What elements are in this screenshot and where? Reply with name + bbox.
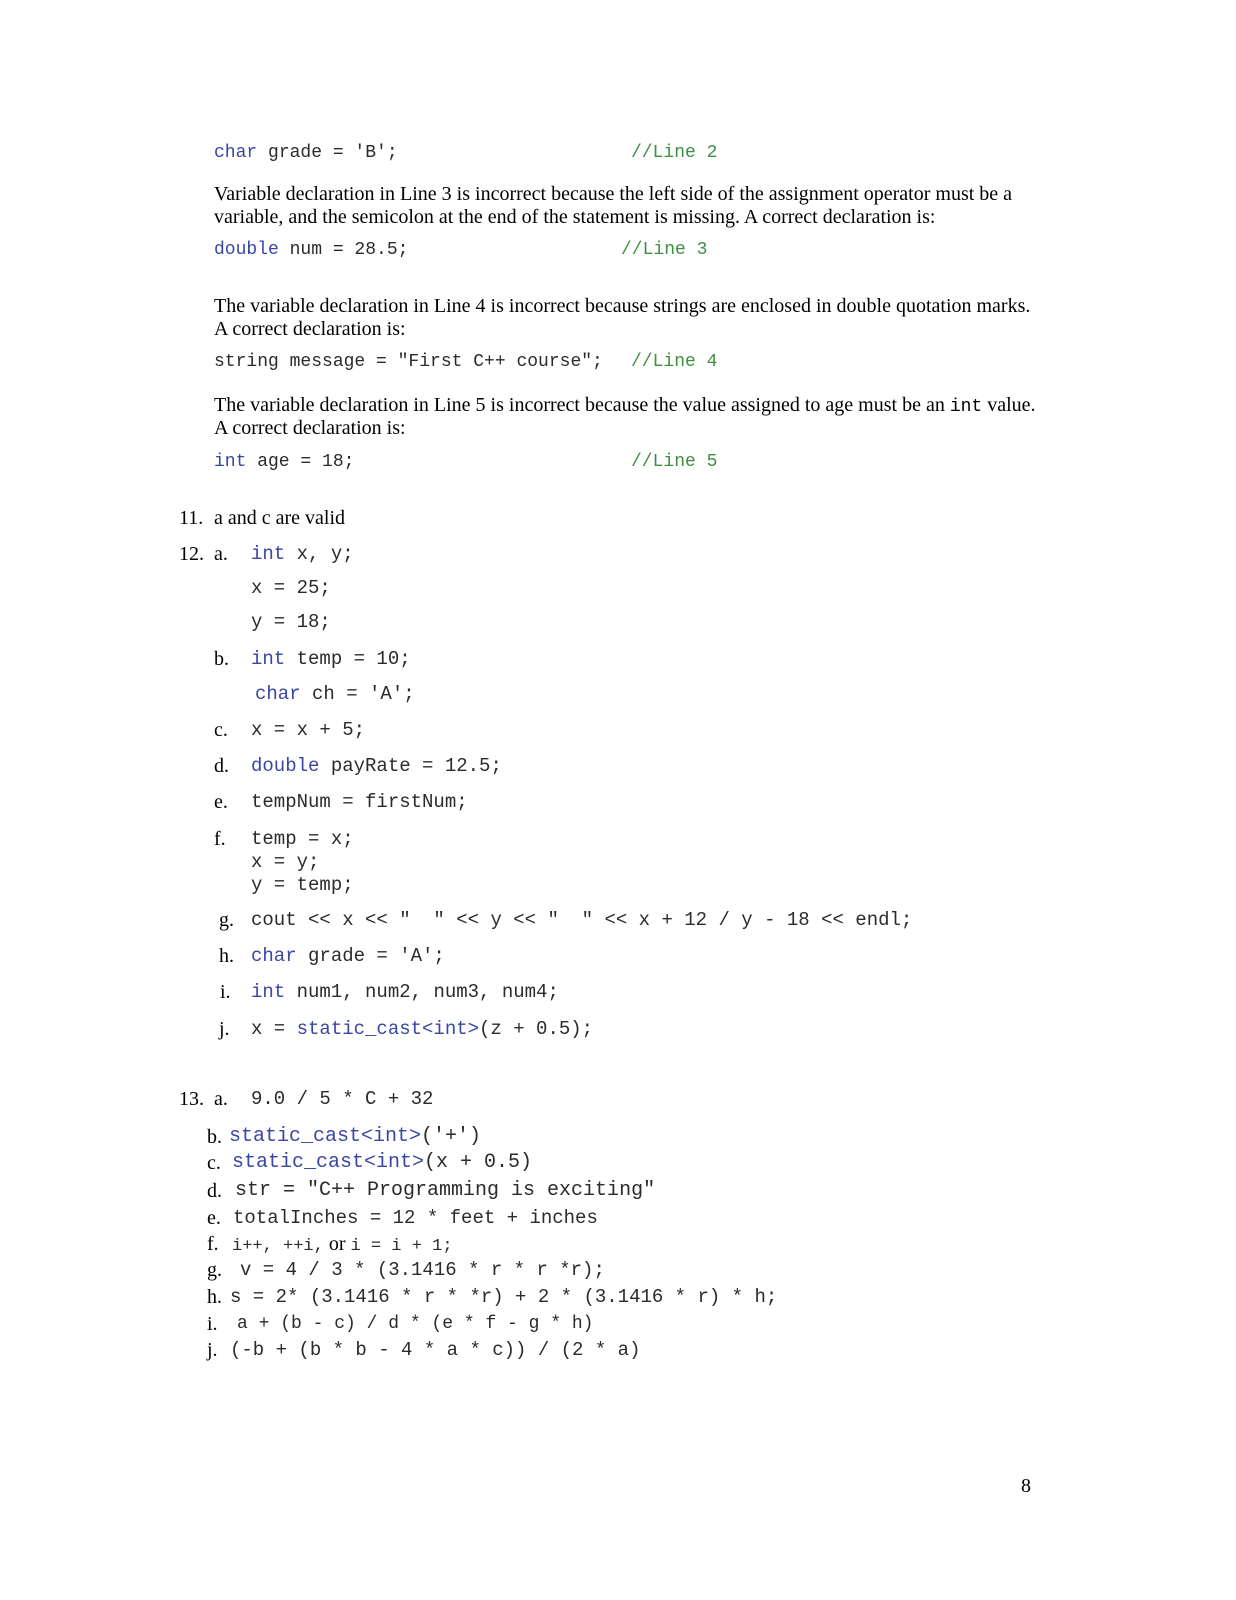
code: (-b + (b * b - 4 * a * c)) / (2 * a) bbox=[230, 1339, 641, 1361]
paragraph: A correct declaration is: bbox=[214, 417, 406, 439]
code-comment: //Line 4 bbox=[631, 352, 718, 372]
item-label: b. bbox=[207, 1126, 222, 1148]
code-line-3: double num = 28.5; bbox=[214, 240, 409, 260]
code: cout << x << " " << y << " " << x + 12 / y - 18 << endl; bbox=[251, 909, 913, 931]
code: s = 2* (3.1416 * r * *r) + 2 * (3.1416 * r) * h; bbox=[230, 1286, 778, 1308]
code: x = y; bbox=[251, 851, 320, 873]
question-number: 13. bbox=[179, 1088, 204, 1110]
item-label: f. bbox=[214, 828, 226, 850]
question-number: 11. bbox=[179, 507, 204, 529]
code: a + (b - c) / d * (e * f - g * h) bbox=[237, 1314, 594, 1334]
code: y = 18; bbox=[251, 611, 331, 633]
item-label: d. bbox=[207, 1180, 222, 1202]
paragraph: The variable declaration in Line 5 is incorrect because the value assigned to age must be an int value. bbox=[214, 394, 1036, 417]
item-label: b. bbox=[214, 648, 229, 670]
code-comment: //Line 5 bbox=[631, 452, 718, 472]
item-label: a. bbox=[214, 1088, 228, 1110]
code-line-2: char grade = 'B'; bbox=[214, 143, 398, 163]
answer-text: a and c are valid bbox=[214, 507, 346, 529]
code: char ch = 'A'; bbox=[255, 683, 415, 705]
code: static_cast<int>('+') bbox=[229, 1125, 482, 1148]
code: x = x + 5; bbox=[251, 719, 366, 741]
item-label: j. bbox=[219, 1018, 230, 1040]
item-label: g. bbox=[219, 909, 234, 931]
paragraph: variable, and the semicolon at the end of the statement is missing. A correct declaration is: bbox=[214, 206, 936, 228]
code: temp = x; bbox=[251, 828, 354, 850]
item-label: e. bbox=[207, 1207, 221, 1229]
code: x = static_cast<int>(z + 0.5); bbox=[251, 1018, 594, 1040]
code: y = temp; bbox=[251, 874, 354, 896]
code: int temp = 10; bbox=[251, 648, 411, 670]
code: str = "C++ Programming is exciting" bbox=[235, 1179, 656, 1202]
item-label: h. bbox=[219, 945, 234, 967]
code: x = 25; bbox=[251, 577, 331, 599]
item-label: e. bbox=[214, 791, 228, 813]
item-label: c. bbox=[214, 719, 228, 741]
code: totalInches = 12 * feet + inches bbox=[233, 1207, 598, 1229]
question-number: 12. bbox=[179, 543, 204, 565]
keyword: char bbox=[214, 143, 258, 163]
item-label: g. bbox=[207, 1259, 222, 1281]
code-line-5: int age = 18; bbox=[214, 452, 355, 472]
item-label: h. bbox=[207, 1286, 222, 1308]
paragraph: A correct declaration is: bbox=[214, 318, 406, 340]
item-label: f. bbox=[207, 1233, 219, 1255]
code: static_cast<int>(x + 0.5) bbox=[232, 1151, 533, 1174]
code: char grade = 'A'; bbox=[251, 945, 445, 967]
paragraph: The variable declaration in Line 4 is incorrect because strings are enclosed in double quotation marks. bbox=[214, 295, 1031, 317]
item-label: d. bbox=[214, 755, 229, 777]
code: tempNum = firstNum; bbox=[251, 791, 468, 813]
code: 9.0 / 5 * C + 32 bbox=[251, 1088, 434, 1110]
code-line-4: string message = "First C++ course"; bbox=[214, 352, 603, 372]
page-number: 8 bbox=[1021, 1475, 1031, 1497]
item-label: a. bbox=[214, 543, 228, 565]
code-comment: //Line 2 bbox=[631, 143, 718, 163]
code: int num1, num2, num3, num4; bbox=[251, 981, 559, 1003]
code: v = 4 / 3 * (3.1416 * r * r *r); bbox=[240, 1259, 605, 1281]
paragraph: Variable declaration in Line 3 is incorrect because the left side of the assignment operator must be a bbox=[214, 183, 1013, 205]
item-label: j. bbox=[207, 1339, 218, 1361]
item-label: c. bbox=[207, 1152, 221, 1174]
code: int x, y; bbox=[251, 543, 354, 565]
code: double payRate = 12.5; bbox=[251, 755, 502, 777]
item-label: i. bbox=[220, 981, 231, 1003]
code-comment: //Line 3 bbox=[621, 240, 708, 260]
code: i++, ++i, or i = i + 1; bbox=[232, 1233, 453, 1256]
item-label: i. bbox=[207, 1313, 218, 1335]
